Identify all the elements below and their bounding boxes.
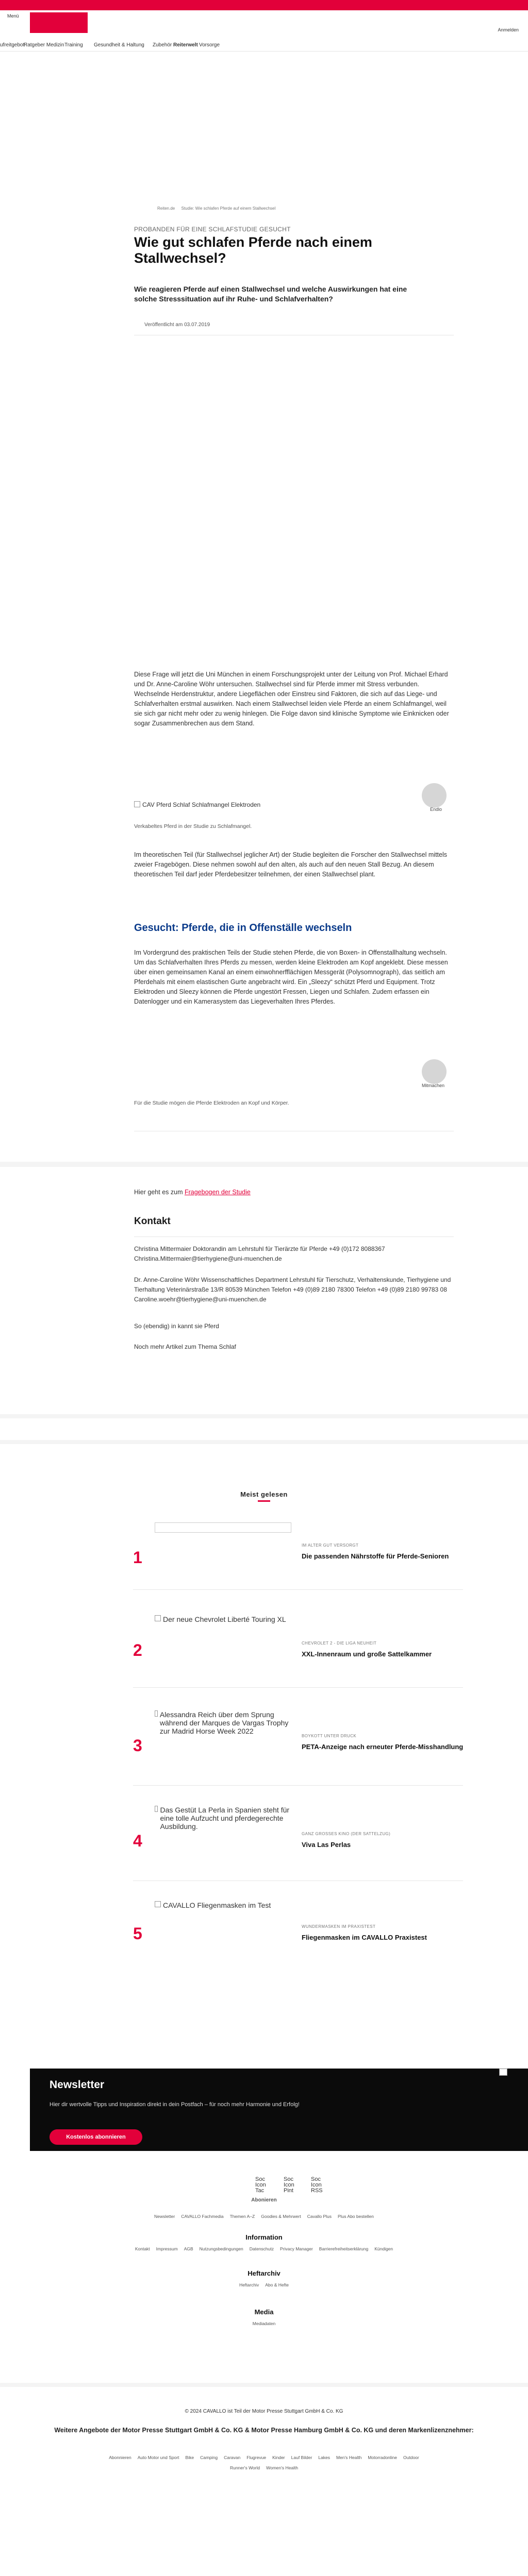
- main-nav: [0, 40, 528, 52]
- article-thumbnail[interactable]: [155, 1806, 291, 1862]
- footer-link[interactable]: Mediadaten: [252, 2321, 276, 2326]
- article-category: GANZ GROSSES KINO (DER SATTELZUG): [302, 1832, 391, 1836]
- section-separator: [0, 1162, 528, 1167]
- footer-link[interactable]: Kontakt: [135, 2246, 150, 2251]
- participate-button-label: Mitmachen: [422, 1083, 445, 1088]
- footer-links-row: [0, 2282, 528, 2287]
- footer-partner-links: [0, 2465, 528, 2470]
- footer-link[interactable]: Flugrevue: [246, 2455, 267, 2460]
- contact-heading: Kontakt: [134, 1216, 171, 1227]
- article-title-link[interactable]: Die passenden Nährstoffe für Pferde-Senioren: [302, 1552, 449, 1560]
- article-lead: Wie reagieren Pferde auf einen Stallwechsel und welche Auswirkungen hat eine solche Stresssituation auf ihr Ruhe- und Schlafverhalten?: [134, 285, 407, 303]
- broken-image-icon: [134, 801, 140, 807]
- article-related-text[interactable]: So (ebendig) in kannt sie Pferd: [134, 1323, 219, 1330]
- article-title-link[interactable]: Viva Las Perlas: [302, 1841, 351, 1849]
- newsletter-image: [499, 2069, 507, 2076]
- login-link[interactable]: Anmelden: [498, 27, 519, 32]
- footer-link[interactable]: Cavallo Plus: [307, 2214, 332, 2219]
- rss-icon[interactable]: Soc Icon RSS: [311, 2176, 323, 2194]
- article-paragraph: Diese Frage will jetzt die Uni München in einem Forschungsprojekt unter der Leitung von Prof. Michael Erhard und Dr. Anne-Caroline Wöhr untersuchen. Stallwechsel sind für Pferde immer mit Stress verbunden. Wechselnde Herdenstruktur, andere Liegeflächen oder Einstreu sind Faktoren, die sich auf das Liege- und Schlafverhalten erstmal auswirken. Nach einem Stallwechsel leiden viele Pferde an einem Schlafmangel, weil sie sich gar nicht mehr oder zu wenig hinlegen. Die Folge davon sind klinische Symptome wie Einknicken oder sogar Zusammenbrechen aus dem Stand.: [134, 671, 449, 727]
- contact-text: Dr. Anne-Caroline Wöhr Wissenschaftliches Department Lehrstuhl für Tierschutz, Verhaltenskunde, Tierhygiene und Tierhaltung Veterinärstraße 13/R 80539 München Telefon +49 (0)89 2180 78300 Telefon +49 (0)89 2180 99783 08 Caroline.woehr@tierhygiene@uni-muenchen.de: [134, 1276, 451, 1303]
- footer-link[interactable]: Women's Health: [266, 2465, 299, 2470]
- footer-link[interactable]: Impressum: [156, 2246, 178, 2251]
- footer-link[interactable]: Kündigen: [374, 2246, 393, 2251]
- footer-links-row: [0, 2246, 528, 2251]
- footer-link[interactable]: Lakes: [318, 2455, 330, 2460]
- copyright-text: © 2024 CAVALLO ist Teil der Motor Presse Stuttgart GmbH & Co. KG: [185, 2409, 343, 2414]
- participate-button[interactable]: [422, 1059, 447, 1084]
- article-paragraph: Im Vordergrund des praktischen Teils der Studie stehen Pferde, die von Boxen- in Offenstallhaltung wechseln. Um das Schlafverhalten Ihres Pferds zu messen, werden kleine Elektroden am Kopf angeklebt. Diese messen über einen gemeinsamen Kanal an einem einwohnerfflächigen Messgerät (Polysomnograph), das seitlich am Pferdehals mit einem elastischen Gurte angebracht wird. Ein „Sleezy“ schützt Pferd und Equipment. Trotz Elektroden und Sleezy können die Pferde ungestört Fressen, Liegen und Schlafen. Zudem erfassen ein Datenlogger und ein Kamerasystem das Liegeverhalten Ihres Pferdes.: [134, 949, 448, 1005]
- more-info-text: Hier geht es zum: [134, 1189, 185, 1196]
- footer-link[interactable]: Lauf Bilder: [291, 2455, 312, 2460]
- footer-link[interactable]: Heftarchiv: [239, 2282, 259, 2287]
- footer-link[interactable]: Outdoor: [403, 2455, 419, 2460]
- page-title: Wie gut schlafen Pferde nach einem Stallwechsel?: [134, 234, 372, 266]
- rank-number: 3: [133, 1736, 142, 1755]
- partner-offers-heading: Weitere Angebote der Motor Presse Stuttgart GmbH & Co. KG & Motor Presse Hamburg GmbH & Co. KG und deren Markenlizenznehmer:: [54, 2427, 474, 2434]
- section-heading: Gesucht: Pferde, die in Offenställe wechseln: [134, 922, 352, 934]
- rank-number: 1: [133, 1548, 142, 1567]
- divider: [133, 1687, 463, 1688]
- footer-link[interactable]: Motorradonline: [368, 2455, 398, 2460]
- thumbnail-alt-text: CAVALLO Fliegenmasken im Test: [163, 1901, 271, 1909]
- gallery-button-label: Endlo: [430, 807, 442, 812]
- footer-link[interactable]: Kinder: [272, 2455, 285, 2460]
- footer-links-row: [0, 2214, 528, 2219]
- article-thumbnail[interactable]: [155, 1615, 291, 1672]
- breadcrumb-item: Studie: Wie schlafen Pferde auf einem Stallwechsel: [181, 206, 276, 211]
- publish-date: Veröffentlicht am 03.07.2019: [144, 322, 210, 328]
- footer-heading: Information: [245, 2233, 283, 2241]
- footer-link[interactable]: Newsletter: [154, 2214, 175, 2219]
- footer-link[interactable]: AGB: [184, 2246, 193, 2251]
- footer-link[interactable]: Abonnieren: [109, 2455, 131, 2460]
- footer-link[interactable]: Goodies & Mehrwert: [261, 2214, 301, 2219]
- footer-partner-links: [0, 2455, 528, 2460]
- footer-link[interactable]: Abo & Hefte: [265, 2282, 289, 2287]
- section-separator: [0, 1414, 528, 1418]
- survey-link[interactable]: Fragebogen der Studie: [184, 1189, 251, 1196]
- broken-image-icon: [155, 1901, 161, 1907]
- newsletter-title: Newsletter: [50, 2079, 105, 2091]
- broken-image-icon: [155, 1806, 158, 1812]
- footer-link[interactable]: Runner's World: [229, 2465, 260, 2470]
- footer-link[interactable]: CAVALLO Fachmedia: [181, 2214, 224, 2219]
- article-category: WUNDERMASKEN IM PRAXISTEST: [302, 1924, 376, 1929]
- article-thumbnail[interactable]: [155, 1710, 291, 1767]
- newsletter-box: [30, 2069, 528, 2151]
- article-category: BOYKOTT UNTER DRUCK: [302, 1734, 357, 1738]
- most-read-title: Meist gelesen: [240, 1490, 288, 1498]
- breadcrumb: [157, 206, 280, 211]
- nav-item[interactable]: Vorsorge: [199, 42, 220, 48]
- image-alt-text: CAV Pferd Schlaf Schlafmangel Elektroden: [142, 801, 261, 808]
- thumbnail-frame: [155, 1522, 291, 1533]
- newsletter-subscribe-button[interactable]: Kostenlos abonnieren: [50, 2129, 142, 2145]
- nav-item[interactable]: Gesundheit & Haltung: [94, 42, 144, 48]
- divider: [133, 1785, 463, 1786]
- footer-link[interactable]: Privacy Manager: [280, 2246, 313, 2251]
- article-kicker: PROBANDEN FÜR EINE SCHLAFSTUDIE GESUCHT: [134, 226, 291, 233]
- article-thumbnail[interactable]: [155, 1901, 291, 1958]
- footer-link[interactable]: Themen A–Z: [229, 2214, 255, 2219]
- rank-number: 5: [133, 1924, 142, 1943]
- divider: [133, 1589, 463, 1590]
- top-accent-bar: [0, 0, 528, 10]
- footer-link[interactable]: Auto Motor und Sport: [137, 2455, 179, 2460]
- footer-link[interactable]: Nutzungsbedingungen: [199, 2246, 243, 2251]
- nav-item-active[interactable]: Reiterwelt: [173, 42, 198, 48]
- gallery-button[interactable]: [422, 783, 447, 808]
- broken-image-icon: [155, 1615, 161, 1621]
- divider: [134, 1236, 454, 1237]
- contact-text: Christina Mittermaier Doktorandin am Lehrstuhl für Tierärzte für Pferde +49 (0)172 8088367 Christina.Mittermaier@tierhygiene@uni-muenchen.de: [134, 1245, 385, 1262]
- footer-link[interactable]: Datenschutz: [249, 2246, 274, 2251]
- facebook-icon[interactable]: Soc Icon Tac: [255, 2176, 266, 2194]
- article-thumbnail[interactable]: [155, 1522, 291, 1579]
- article-title-link[interactable]: XXL-Innenraum und große Sattelkammer: [302, 1650, 432, 1658]
- nav-item[interactable]: ufreitgebot: [0, 42, 25, 48]
- nav-item[interactable]: Zubehör: [153, 42, 172, 48]
- footer-link[interactable]: Men's Health: [336, 2455, 362, 2460]
- article-title-link[interactable]: PETA-Anzeige nach erneuter Pferde-Misshandlung: [302, 1743, 464, 1751]
- nav-item[interactable]: Training: [64, 42, 83, 48]
- article-paragraph: Im theoretischen Teil (für Stallwechsel jeglicher Art) der Studie begleiten die Forscher den Stallwechsel mittels zweier Fragebögen. Diese nehmen sowohl auf den alten, als auch auf den neuen Stall Bezug. An diesem theoretischen Teil darf jeder Pferdebesitzer teilnehmen, der einen Stallwechsel plant.: [134, 851, 448, 878]
- thumbnail-alt-text: Der neue Chevrolet Liberté Touring XL: [163, 1615, 286, 1623]
- breadcrumb-item[interactable]: Reiten.de: [157, 206, 175, 211]
- footer-links-row: [0, 2321, 528, 2326]
- thumbnail-alt-text: Das Gestüt La Perla in Spanien steht für eine tolle Aufzucht und pferdegerechte Ausbildung.: [160, 1806, 290, 1831]
- most-read-underline: [258, 1500, 270, 1502]
- more-info-line: [134, 1188, 454, 1197]
- rank-number: 2: [133, 1641, 142, 1659]
- footer-link[interactable]: Barrierefreiheitserklärung: [319, 2246, 369, 2251]
- footer-heading: Heftarchiv: [248, 2269, 280, 2277]
- related-articles-text[interactable]: Noch mehr Artikel zum Thema Schlaf: [134, 1343, 236, 1350]
- article-title-link[interactable]: Fliegenmasken im CAVALLO Praxistest: [302, 1934, 427, 1941]
- section-separator: [0, 1440, 528, 1444]
- footer-link[interactable]: Camping: [200, 2455, 218, 2460]
- divider: [133, 1880, 463, 1881]
- section-separator: [0, 2383, 528, 2387]
- article-image: [134, 801, 260, 808]
- footer-link[interactable]: Caravan: [224, 2455, 241, 2460]
- broken-image-icon: [155, 1710, 158, 1717]
- footer-heading: Media: [254, 2308, 274, 2316]
- image-caption: Verkabeltes Pferd in der Studie zu Schlafmangel.: [134, 823, 252, 829]
- newsletter-text: Hier dir wertvolle Tipps und Inspiration direkt in dein Postfach – für noch mehr Harmonie und Erfolg!: [50, 2102, 300, 2108]
- footer-link[interactable]: Plus Abo bestellen: [337, 2214, 374, 2219]
- thumbnail-alt-text: Alessandra Reich über dem Sprung während der Marques de Vargas Trophy zur Madrid Horse Week 2022: [159, 1710, 289, 1735]
- footer-link[interactable]: Bike: [185, 2455, 194, 2460]
- article-category: IM ALTER GUT VERSORGT: [302, 1543, 359, 1548]
- menu-button[interactable]: Menü: [7, 13, 19, 19]
- pinterest-icon[interactable]: Soc Icon Pint: [284, 2176, 294, 2194]
- nav-item[interactable]: Ratgeber Medizin: [24, 42, 64, 48]
- footer-abonnieren-label: Abonieren: [251, 2197, 277, 2203]
- image-caption: Für die Studie mögen die Pferde Elektroden an Kopf und Körper.: [134, 1100, 289, 1106]
- site-logo[interactable]: [30, 12, 88, 33]
- article-category: CHEVROLET 2 - DIE LIGA NEUHEIT: [302, 1641, 377, 1646]
- rank-number: 4: [133, 1832, 142, 1850]
